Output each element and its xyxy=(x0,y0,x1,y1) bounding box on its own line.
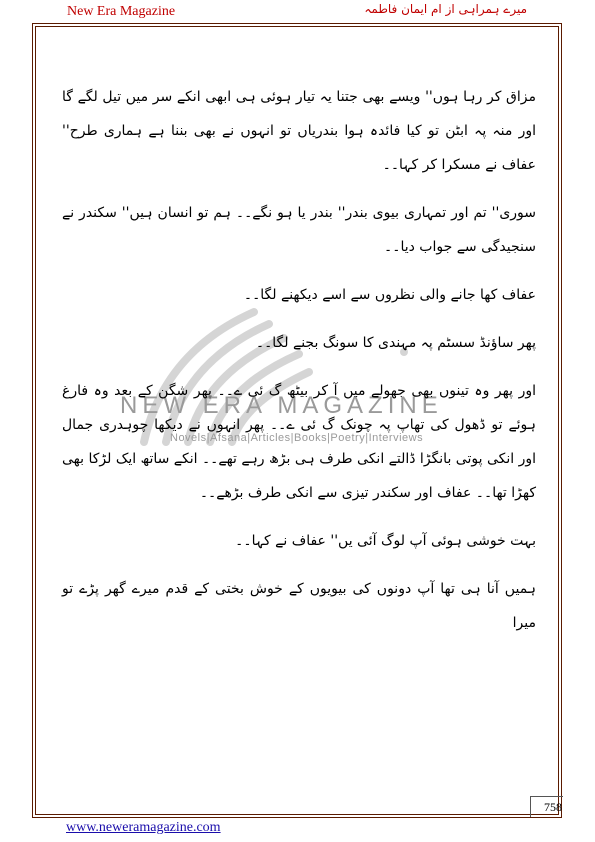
paragraph: عفاف کھا جانے والی نظروں سے اسے دیکھنے لگا۔۔ xyxy=(243,287,536,303)
paragraph: مزاق کر رہا ہوں'' ویسے بھی جتنا یہ تیار ہوئی ہی ابھی انکے سر میں تیل لگے گا اور منہ پہ ابٹن تو کیا فائدہ ہوا بندریاں تو انہوں نے بھی بننا ہے ہماری طرح'' عفاف نے مسکرا کر کہا۔۔ xyxy=(62,89,536,173)
paragraph: ہمیں آنا ہی تھا آپ دونوں کی بیویوں کے خوش بختی کے قدم میرے گھر پڑے تو میرا xyxy=(62,581,536,631)
watermark-subtitle: Novels|Afsana|Articles|Books|Poetry|Interviews xyxy=(170,432,424,444)
paragraph: پھر ساؤنڈ سسٹم پہ مہندی کا سونگ بجنے لگا۔۔ xyxy=(255,335,536,351)
page-header xyxy=(0,0,595,22)
website-link[interactable]: www.neweramagazine.com xyxy=(66,820,221,835)
watermark-title: NEW ERA MAGAZINE xyxy=(120,392,443,419)
paragraph: بہت خوشی ہوئی آپ لوگ آئی یں'' عفاف نے کہا۔۔ xyxy=(235,533,536,549)
book-title: میرے ہمراہی از ام ایمان فاطمہ xyxy=(364,2,527,16)
paragraph: سوری'' تم اور تمہاری بیوی بندر'' بندر یا ہو نگے۔۔ ہم تو انسان ہیں'' سکندر نے سنجیدگی سے جواب دیا۔۔ xyxy=(62,205,536,255)
story-text xyxy=(62,80,536,654)
paragraph: اور پھر وہ تینوں بھی جھولے میں آ کر بیٹھ گ ئی ے۔۔ پھر شگن کے بعد وہ فارغ ہوئے تو ڈھول کی تھاپ پہ چونک گ ئی ے۔۔ پھر انہوں نے دیکھا چوہدری جمال اور انکی پوتی بانگڑا ڈالتے انکی طرف ہی بڑھ رہے تھے۔۔ انکے ساتھ ایک لڑکا بھی کھڑا تھا۔۔ عفاف اور سکندر تیزی سے انکی طرف بڑھے۔۔ xyxy=(62,383,536,501)
page-number: 758 xyxy=(544,800,562,814)
magazine-name: New Era Magazine xyxy=(67,4,176,19)
